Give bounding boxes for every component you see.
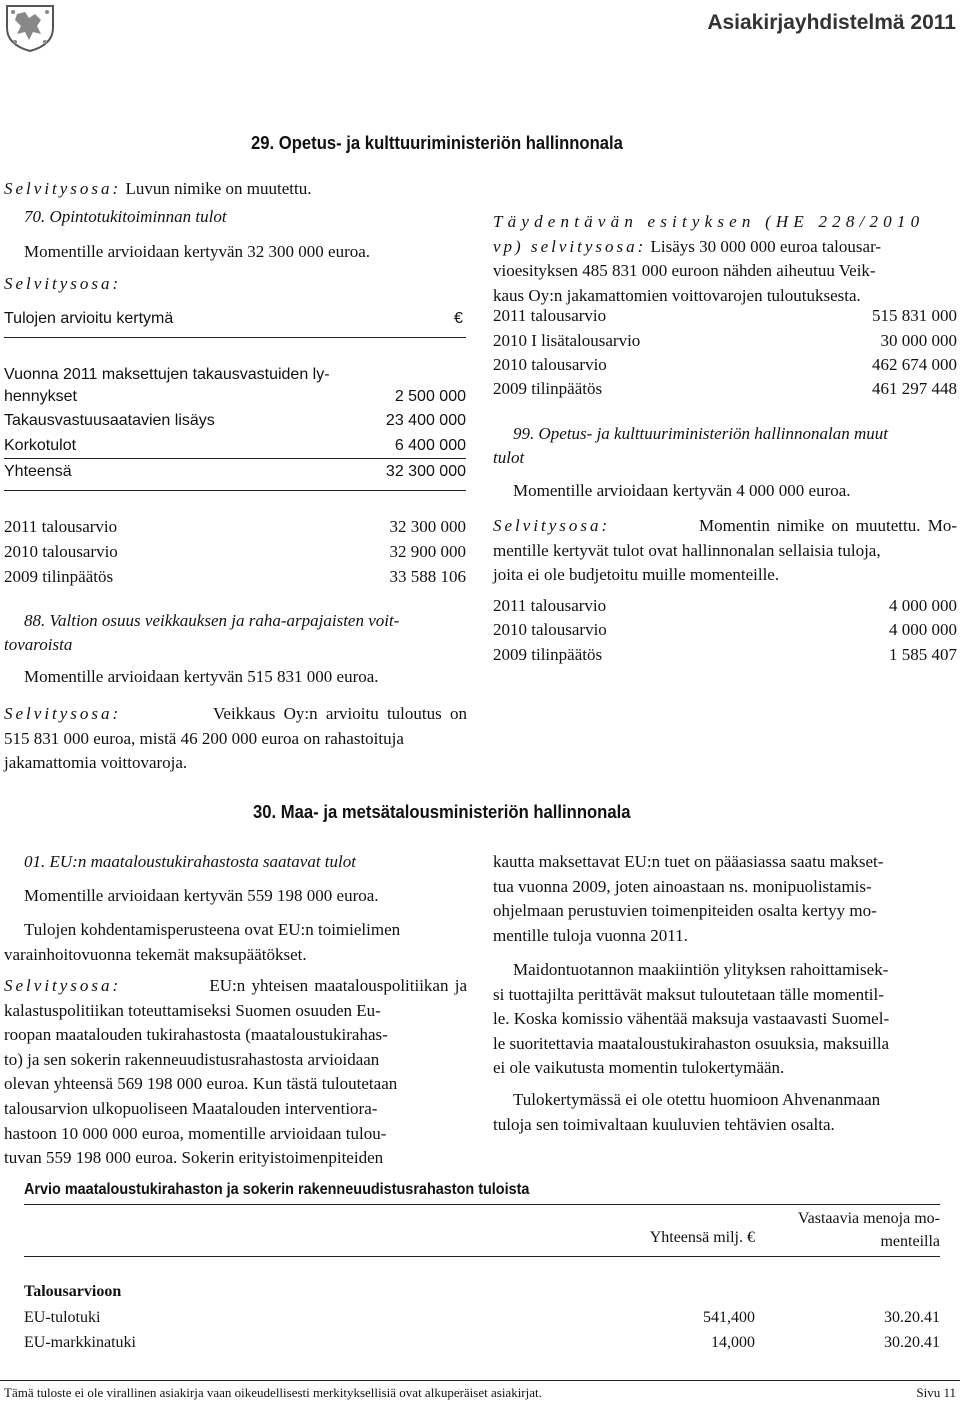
- selvitysosa-text: to) ja sen sokerin rakenneuudistusrahastosta arvioidaan: [4, 1049, 380, 1069]
- selvitysosa-1: [4, 179, 312, 199]
- allocation-basis: [4, 918, 467, 967]
- header-line: menteilla: [880, 1233, 940, 1250]
- budget-label: 2011 talousarvio: [4, 517, 118, 536]
- selvitysosa-5: [4, 974, 467, 1171]
- sec30-right-paragraph-1: [493, 850, 957, 948]
- coat-of-arms-logo: [3, 2, 57, 52]
- selvitysosa-text: Momentin nimike on muutettu. Mo-: [698, 516, 957, 535]
- paragraph-line: mentille tuloja vuonna 2011.: [493, 925, 688, 945]
- selvitysosa-text: tuvan 559 198 000 euroa. Sokerin erityistoimenpiteiden: [4, 1148, 384, 1168]
- budget-row: [493, 645, 957, 665]
- selvitysosa-label: Selvitysosa:: [493, 516, 611, 535]
- supplementary-label: vp) selvitysosa:: [493, 236, 647, 256]
- budget-value: 461 297 448: [872, 379, 957, 398]
- header-line: Vastaavia menoja mo-: [797, 1210, 940, 1227]
- table-1-row-value: 6 400 000: [394, 437, 466, 454]
- section-29-heading: 29. Opetus- ja kulttuuriministeriön hallinnonala: [251, 132, 623, 153]
- budget-row: [4, 567, 466, 587]
- allocation-basis-line: varainhoitovuonna tekemät maksupäätökset.: [4, 944, 307, 964]
- table-1-title: Tulojen arvioitu kertymä: [4, 310, 174, 327]
- paragraph-line: ohjelmaan perustuvien toimenpiteiden osalta kertyy mo-: [493, 901, 877, 920]
- supplementary-text: Lisäys 30 000 000 euroa talousar-: [650, 236, 882, 256]
- table-2-col-total-header: Yhteensä milj. €: [649, 1229, 755, 1246]
- item-70-title: 70. Opintotukitoiminnan tulot: [24, 207, 227, 226]
- budget-label: 2011 talousarvio: [493, 306, 607, 325]
- paragraph-line: tuloja sen toimivaltaan kuuluvien tehtävien osalta.: [493, 1114, 835, 1134]
- paragraph-line: ei ole vaikutusta momentin tulokertymään.: [493, 1058, 785, 1077]
- selvitysosa-label: Selvitysosa:: [4, 976, 122, 995]
- budget-label: 2010 talousarvio: [4, 542, 118, 561]
- budget-row: [493, 331, 957, 351]
- item-88-title: [4, 609, 468, 657]
- budget-value: 30 000 000: [880, 331, 957, 350]
- item-88-appropriation: Momentille arvioidaan kertyvän 515 831 000 euroa.: [24, 667, 379, 686]
- selvitysosa-text: EU:n yhteisen maatalouspolitiikan ja: [209, 976, 467, 995]
- paragraph-line: Tulokertymässä ei ole otettu huomioon Ahvenanmaan: [513, 1090, 881, 1109]
- selvitysosa-text: Veikkaus Oy:n arvioitu tuloutus on: [213, 704, 467, 723]
- table-1-rule-bottom: [4, 490, 466, 491]
- budget-row: [4, 542, 466, 562]
- table-1-total-label: Yhteensä: [4, 463, 72, 480]
- budget-label: 2010 talousarvio: [493, 620, 607, 639]
- budget-row: [4, 517, 466, 537]
- table-cell-total: 14,000: [711, 1334, 755, 1351]
- footer-note: Tämä tuloste ei ole virallinen asiakirja vaan oikeudellisesti merkityksellisiä ovat alkuperäiset asiakirjat.: [4, 1385, 542, 1400]
- item-70-appropriation: Momentille arvioidaan kertyvän 32 300 000 euroa.: [24, 242, 371, 261]
- budget-label: 2009 tilinpäätös: [493, 379, 603, 398]
- allocation-basis-line: Tulojen kohdentamisperusteena ovat EU:n toimielimen: [24, 920, 401, 939]
- paragraph-line: le. Koska komissio vähentää maksuja vastaavasti Suomel-: [493, 1009, 890, 1028]
- selvitysosa-4: [493, 514, 957, 588]
- table-cell-label: EU-tulotuki: [24, 1309, 101, 1326]
- paragraph-line: tua vuonna 2009, joten ainoastaan ns. monipuolistamis-: [493, 876, 872, 896]
- supplementary-label: Täydentävän esityksen (HE 228/2010: [493, 212, 925, 231]
- table-2-rule-header: [24, 1256, 940, 1257]
- selvitysosa-text: kalastuspolitiikan toteuttamiseksi Suomen osuuden Eu-: [4, 1000, 381, 1020]
- table-row: [24, 1334, 940, 1356]
- table-1-row-value: 2 500 000: [394, 388, 466, 405]
- table-cell-moment: 30.20.41: [884, 1309, 940, 1326]
- budget-value: 32 900 000: [389, 542, 466, 561]
- selvitysosa-label: Selvitysosa:: [4, 704, 122, 723]
- page-number: Sivu 11: [916, 1385, 956, 1400]
- item-99-title-line: 99. Opetus- ja kulttuuriministeriön hallinnonalan muut: [513, 424, 888, 443]
- table-2-rule-top: [24, 1204, 940, 1205]
- selvitysosa-text: talousarvion ulkopuoliseen Maatalouden interventiora-: [4, 1098, 378, 1118]
- selvitysosa-2-label: Selvitysosa:: [4, 274, 122, 293]
- paragraph-line: le suoritettavia maataloustukirahaston osuuksia, maksuilla: [493, 1033, 890, 1053]
- selvitysosa-text: joita ei ole budjetoitu muille momenteille.: [493, 565, 780, 584]
- table-2-group-label: Talousarvioon: [24, 1283, 122, 1300]
- table-1-row: [4, 366, 466, 406]
- table-2-col-moment-header: [760, 1207, 940, 1253]
- table-1-unit: €: [454, 310, 463, 327]
- budget-value: 4 000 000: [889, 596, 957, 615]
- budget-row: [493, 620, 957, 640]
- paragraph-line: kautta maksettavat EU:n tuet on pääasiassa saatu makset-: [493, 852, 884, 871]
- item-01-title: 01. EU:n maataloustukirahastosta saatavat tulot: [24, 852, 356, 871]
- section-30-heading: 30. Maa- ja metsätalousministeriön hallinnonala: [253, 801, 631, 822]
- table-1-row: [4, 412, 466, 430]
- supplementary-text: vioesityksen 485 831 000 euroon nähden aiheutuu Veik-: [493, 261, 876, 280]
- selvitysosa-text: olevan yhteensä 569 198 000 euroa. Kun tästä tuloutetaan: [4, 1074, 398, 1094]
- table-1-row-label: Korkotulot: [4, 437, 77, 454]
- table-1-row-label: Vuonna 2011 maksettujen takausvastuiden ly-: [4, 366, 330, 383]
- item-88-title-line: tovaroista: [4, 635, 73, 654]
- table-cell-moment: 30.20.41: [884, 1334, 940, 1351]
- footer-rule: [0, 1380, 960, 1381]
- table-1-row-label-cont: hennykset: [4, 388, 77, 405]
- budget-row: [493, 379, 957, 399]
- budget-value: 32 300 000: [389, 517, 466, 536]
- item-99-title-line: tulot: [493, 448, 525, 467]
- selvitysosa-3: [4, 702, 467, 776]
- table-1-total-row: [4, 463, 466, 481]
- item-88-title-line: 88. Valtion osuus veikkauksen ja raha-arpajaisten voit-: [24, 611, 400, 630]
- table-1-row-value: 23 400 000: [385, 412, 466, 429]
- table-1-row-label: Takausvastuusaatavien lisäys: [4, 412, 215, 429]
- item-99-title: [493, 422, 957, 470]
- table-1-total-value: 32 300 000: [385, 463, 466, 480]
- sec30-right-paragraph-3: [493, 1088, 957, 1137]
- budget-value: 4 000 000: [889, 620, 957, 639]
- supplementary-proposal: [493, 210, 957, 308]
- budget-value: 1 585 407: [889, 645, 957, 664]
- supplementary-text: kaus Oy:n jakamattomien voittovarojen tuloutuksesta.: [493, 285, 861, 305]
- budget-row: [493, 355, 957, 375]
- table-row: [24, 1309, 940, 1331]
- budget-label: 2011 talousarvio: [493, 596, 607, 615]
- budget-label: 2010 talousarvio: [493, 355, 607, 374]
- budget-row: [493, 596, 957, 616]
- budget-row: [493, 306, 957, 326]
- budget-label: 2009 tilinpäätös: [493, 645, 603, 664]
- selvitysosa-label: Selvitysosa:: [4, 179, 122, 198]
- table-1-rule-top: [4, 337, 466, 338]
- paragraph-line: si tuottajilta perittävät maksut tuloutetaan tälle momentil-: [493, 984, 884, 1004]
- item-99-appropriation: Momentille arvioidaan kertyvän 4 000 000 euroa.: [513, 481, 851, 500]
- budget-label: 2010 I lisätalousarvio: [493, 331, 641, 350]
- document-title: Asiakirjayhdistelmä 2011: [707, 11, 956, 34]
- budget-label: 2009 tilinpäätös: [4, 567, 114, 586]
- selvitysosa-text: hastoon 10 000 000 euroa, momentille arvioidaan tulou-: [4, 1123, 387, 1143]
- paragraph-line: Maidontuotannon maakiintiön ylityksen rahoittamisek-: [513, 960, 889, 979]
- selvitysosa-text: roopan maatalouden tukirahastosta (maataloustukirahas-: [4, 1025, 388, 1045]
- selvitysosa-text: Luvun nimike on muutettu.: [125, 179, 312, 198]
- selvitysosa-text: 515 831 000 euroa, mistä 46 200 000 euroa on rahastoituja: [4, 728, 404, 748]
- budget-value: 33 588 106: [389, 567, 466, 586]
- table-1-row: [4, 437, 466, 455]
- table-2-title: Arvio maataloustukirahaston ja sokerin rakenneuudistusrahaston tuloista: [24, 1181, 530, 1198]
- table-cell-total: 541,400: [703, 1309, 755, 1326]
- selvitysosa-text: jakamattomia voittovaroja.: [4, 753, 188, 772]
- budget-value: 515 831 000: [872, 306, 957, 325]
- selvitysosa-text: mentille kertyvät tulot ovat hallinnonalan sellaisia tuloja,: [493, 540, 881, 560]
- table-1-rule-total: [4, 458, 466, 459]
- sec30-right-paragraph-2: [493, 958, 957, 1081]
- table-cell-label: EU-markkinatuki: [24, 1334, 136, 1351]
- budget-value: 462 674 000: [872, 355, 957, 374]
- item-01-appropriation: Momentille arvioidaan kertyvän 559 198 000 euroa.: [24, 886, 379, 905]
